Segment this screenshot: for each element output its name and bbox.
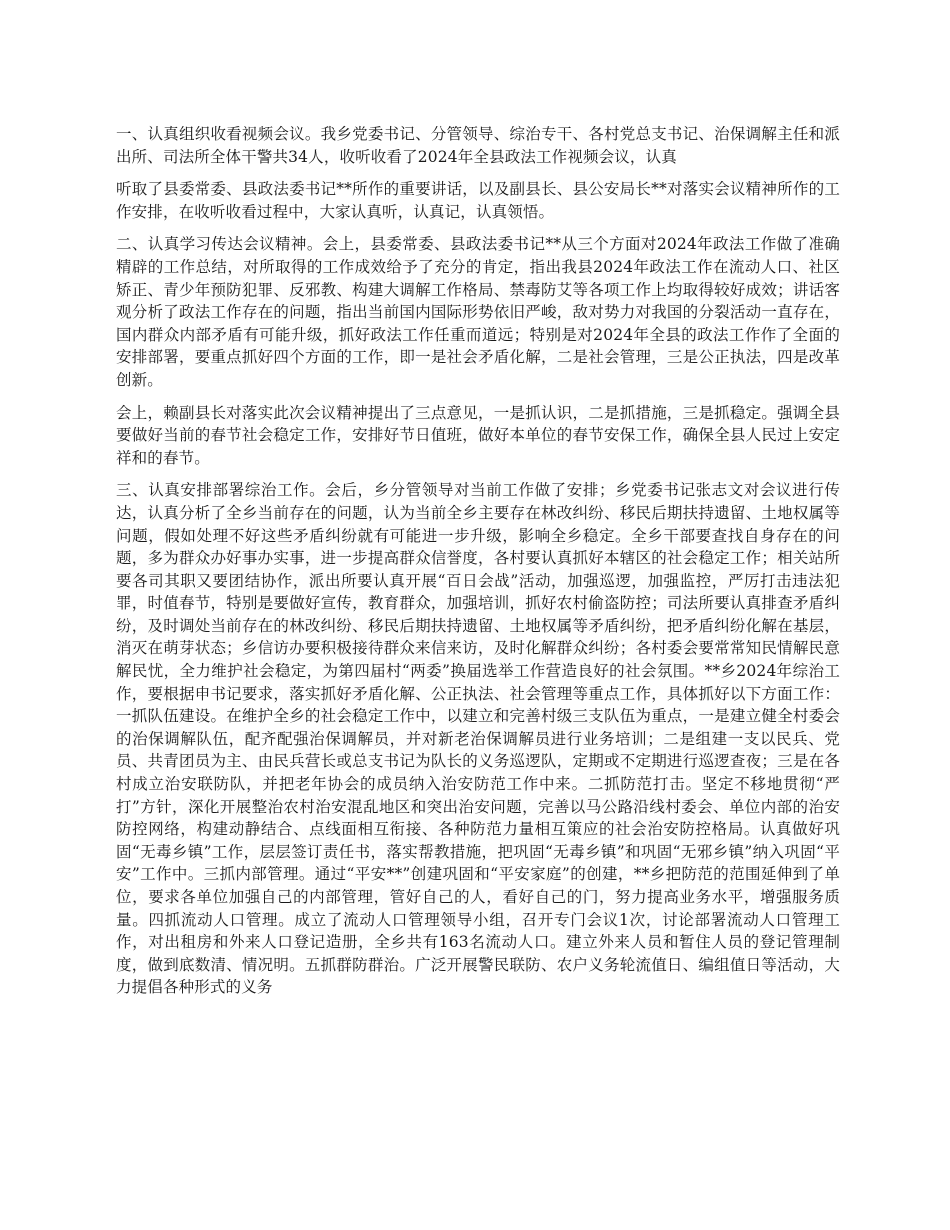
paragraph-deputy-opinions: 会上，赖副县长对落实此次会议精神提出了三点意见，一是抓认识，二是抓措施，三是抓稳定。强调全县要做好当前的春节社会稳定工作，安排好节日值班，做好本单位的春节安保工作，确保全县人民过上安定祥和的春节。 xyxy=(116,403,840,467)
paragraph-video-conference: 一、认真组织收看视频会议。我乡党委书记、分管领导、综治专干、各村党总支书记、治保调解主任和派出所、司法所全体干警共34人，收听收看了2024年全县政法工作视频会议，认真 xyxy=(116,125,840,166)
paragraph-study-spirit: 二、认真学习传达会议精神。会上，县委常委、县政法委书记**从三个方面对2024年政法工作做了准确精辟的工作总结，对所取得的工作成效给予了充分的肯定，指出我县2024年政法工作在流动人口、社区矫正、青少年预防犯罪、反邪教、构建大调解工作格局、禁毒防艾等各项工作上均取得较好成效；讲话客观分析了政法工作存在的问题，指出当前国内国际形势依旧严峻，敌对势力对我国的分裂活动一直存在，国内群众内部矛盾有可能升级，抓好政法工作任重而道远；特别是对2024年全县的政法工作作了全面的安排部署，要重点抓好四个方面的工作，即一是社会矛盾化解，二是社会管理，三是公正执法，四是改革创新。 xyxy=(116,235,840,389)
paragraph-deploy-work: 三、认真安排部署综治工作。会后，乡分管领导对当前工作做了安排；乡党委书记张志文对会议进行传达，认真分析了全乡当前存在的问题，认为当前全乡主要存在林改纠纷、移民后期扶持遗留、土地权属等问题，假如处理不好这些矛盾纠纷就有可能进一步升级，影响全乡稳定。全乡干部要查找自身存在的问题，多为群众办好事办实事，进一步提高群众信誉度，各村要认真抓好本辖区的社会稳定工作；相关站所要各司其职又要团结协作，派出所要认真开展“百日会战”活动，加强巡逻，加强监控，严厉打击违法犯罪，时值春节，特别是要做好宣传，教育群众，加强培训，抓好农村偷盗防控；司法所要认真排查矛盾纠纷，及时调处当前存在的林改纠纷、移民后期扶持遗留、土地权属等矛盾纠纷，把矛盾纠纷化解在基层，消灭在萌芽状态；乡信访办要积极接待群众来信来访，及时化解群众纠纷；各村委会要常常知民情解民意解民忧，全力维护社会稳定，为第四届村“两委”换届选举工作营造良好的社会氛围。**乡2024年综治工作，要根据申书记要求，落实抓好矛盾化解、公正执法、社会管理等重点工作，具体抓好以下方面工作：一抓队伍建设。在维护全乡的社会稳定工作中，以建立和完善村级三支队伍为重点，一是建立健全村委会的治保调解队伍，配齐配强治保调解员，并对新老治保调解员进行业务培训；二是组建一支以民兵、党员、共青团员为主、由民兵营长或总支书记为队长的义务巡逻队，定期或不定期进行巡逻查夜；三是在各村成立治安联防队，并把老年协会的成员纳入治安防范工作中来。二抓防范打击。坚定不移地贯彻“严打”方针，深化开展整治农村治安混乱地区和突出治安问题，完善以马公路沿线村委会、单位内部的治安防控网络，构建动静结合、点线面相互衔接、各种防范力量相互策应的社会治安防控格局。认真做好巩固“无毒乡镇”工作，层层签订责任书，落实帮教措施，把巩固“无毒乡镇”和巩固“无邪乡镇”纳入巩固“平安”工作中。三抓内部管理。通过“平安**”创建巩固和“平安家庭”的创建，**乡把防范的范围延伸到了单位，要求各单位加强自己的内部管理，管好自己的人，看好自己的门，努力提高业务水平，增强服务质量。四抓流动人口管理。成立了流动人口管理领导小组，召开专门会议1次，讨论部署流动人口管理工作，对出租房和外来人口登记造册，全乡共有163名流动人口。建立外来人员和暂住人员的登记管理制度，做到底数清、情况明。五抓群防群治。广泛开展警民联防、农户义务轮流值日、编组值日等活动，大力提倡各种形式的义务 xyxy=(116,481,840,997)
document-body xyxy=(116,123,840,1009)
paragraph-listen-speech: 听取了县委常委、县政法委书记**所作的重要讲话，以及副县长、县公安局长**对落实会议精神所作的工作安排，在收听收看过程中，大家认真听，认真记，认真领悟。 xyxy=(116,180,840,221)
